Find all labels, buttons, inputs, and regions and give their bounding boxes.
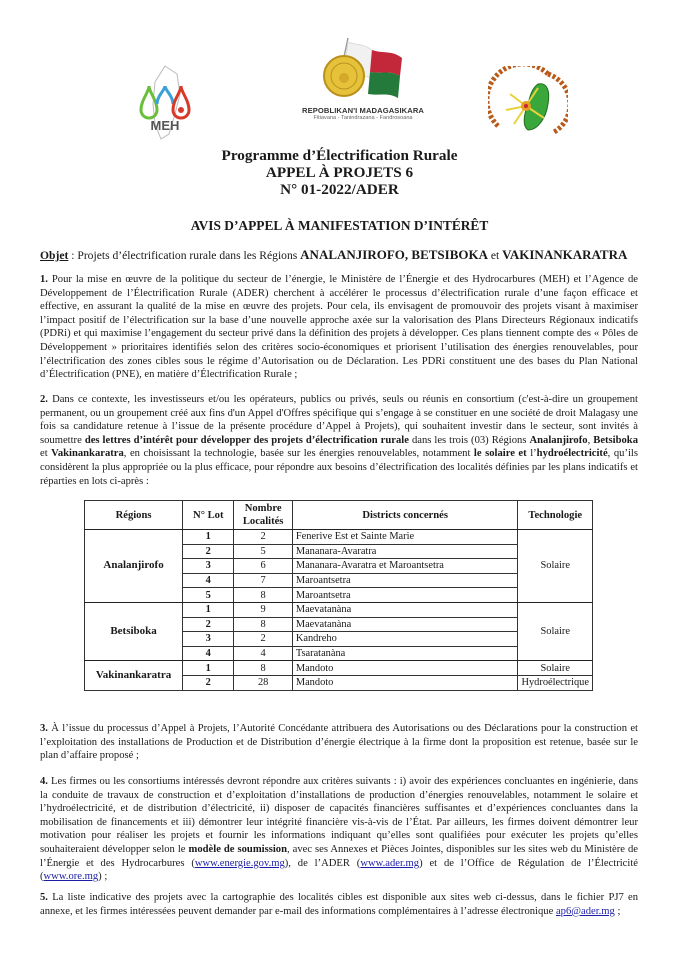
paragraph-text: et: [40, 448, 52, 460]
count-cell: 7: [234, 573, 292, 588]
count-cell: 2: [234, 530, 292, 545]
paragraph-number: 2.: [40, 394, 48, 405]
emphasis-solar: le solaire et: [473, 448, 527, 460]
region-analanjirofo: Analanjirofo: [529, 434, 588, 446]
link-ore[interactable]: www.ore.mg: [43, 871, 99, 883]
technology-cell: Solaire: [518, 661, 593, 676]
district-cell: Maroantsetra: [292, 573, 518, 588]
district-cell: Maroantsetra: [292, 588, 518, 603]
paragraph-number: 1.: [40, 274, 48, 285]
lots-table: [84, 500, 593, 691]
paragraph-3: [40, 722, 638, 763]
region-betsiboka: Betsiboka: [593, 434, 638, 446]
paragraph-text: , en choisissant la technologie, basée sur les énergies renouvelables, notamment: [123, 448, 474, 460]
table-row: [85, 602, 593, 617]
count-cell: 6: [234, 559, 292, 574]
table-header-row: [85, 501, 593, 530]
emphasis-hydro: hydroélectricité: [536, 448, 608, 460]
district-cell: Mandoto: [292, 661, 518, 676]
paragraph-number: 5.: [40, 892, 48, 903]
objet-sep: :: [68, 249, 78, 262]
header-technologie: Technologie: [518, 501, 593, 530]
republic-name: REPOBLIKAN'I MADAGASIKARA: [301, 106, 424, 115]
region-cell: Vakinankaratra: [85, 661, 183, 690]
objet-and: et: [487, 249, 503, 262]
link-ader[interactable]: www.ader.mg: [360, 857, 420, 869]
count-cell: 8: [234, 661, 292, 676]
technology-cell: Hydroélectrique: [518, 675, 593, 690]
paragraph-text: Dans ce contexte, les investisseurs et/ou les opérateurs, publics ou privés, seuls ou réunis en consortium (c'est-à-dire un groupement permanent, ou un groupement créé aux fins d'un Appel d'Offres spécifique qui s’engage à se constituer en une société de droit Malagasy une fois sa candidature retenue à l’issue de la présente procédure d’Appel à Projets), qui souhaitent investir dans le secteur, sont invités à soumettre: [40, 394, 638, 446]
header-regions: Régions: [85, 501, 183, 530]
header-logos: [0, 34, 679, 144]
meh-logo: [125, 64, 205, 144]
count-cell: 5: [234, 544, 292, 559]
objet-regions-b: VAKINANKARATRA: [502, 247, 628, 262]
meh-logo-text: MEH: [150, 118, 180, 133]
table-row: [85, 530, 593, 545]
lot-cell: 2: [183, 544, 234, 559]
objet-label: Objet: [40, 249, 69, 262]
district-cell: Maevatanàna: [292, 602, 518, 617]
republic-emblem: [288, 36, 438, 126]
lot-cell: 5: [183, 588, 234, 603]
lot-cell: 2: [183, 675, 234, 690]
ader-logo: [488, 66, 568, 146]
link-energie-gov[interactable]: www.energie.gov.mg: [194, 857, 285, 869]
paragraph-text: ) ;: [98, 871, 108, 883]
count-cell: 28: [234, 675, 292, 690]
table-row: [85, 661, 593, 676]
title-line-program: Programme d’Électrification Rurale: [221, 147, 458, 164]
document-subtitle: AVIS D’APPEL À MANIFESTATION D’INTÉRÊT: [190, 218, 489, 233]
paragraph-text: dans les trois (03) Régions: [408, 434, 530, 446]
paragraph-number: 3.: [40, 723, 48, 734]
district-cell: Mananara-Avaratra: [292, 544, 518, 559]
document-title: [0, 147, 679, 198]
lot-cell: 2: [183, 617, 234, 632]
paragraph-text: , avec ses Annexes et Pièces Jointes, disponibles sur les sites web du Ministère de l’Énergie et des Hydrocarbures (: [40, 843, 638, 869]
region-cell: Betsiboka: [85, 602, 183, 660]
paragraph-5: [40, 891, 638, 918]
republic-motto: Fitiavana - Tanindrazana - Fandrosoana: [313, 115, 413, 121]
technology-cell: Solaire: [518, 602, 593, 660]
paragraph-2: [40, 393, 638, 488]
paragraph-text: ) et de l’Office de Régulation de l’Électricité (: [40, 857, 638, 883]
lot-cell: 1: [183, 530, 234, 545]
count-cell: 4: [234, 646, 292, 661]
district-cell: Tsaratanàna: [292, 646, 518, 661]
paragraph-text: l’: [526, 448, 537, 460]
lot-cell: 4: [183, 573, 234, 588]
paragraph-text: ;: [614, 905, 621, 917]
objet-text: Projets d’électrification rurale dans les Régions: [77, 249, 301, 262]
header-nombre: Nombre: [244, 503, 282, 514]
paragraph-number: 4.: [40, 776, 48, 787]
header-districts: Districts concernés: [292, 501, 518, 530]
count-cell: 2: [234, 632, 292, 647]
lot-cell: 1: [183, 602, 234, 617]
lot-cell: 1: [183, 661, 234, 676]
district-cell: Mandoto: [292, 675, 518, 690]
district-cell: Maevatanàna: [292, 617, 518, 632]
paragraph-text: , qu’ils considèrent la plus appropriée ou la plus efficace, pour répondre aux besoins d’électrification des localités définies par les plans indicatifs et réparties en lots ci-après :: [40, 448, 638, 487]
lot-cell: 3: [183, 632, 234, 647]
objet-line: [40, 247, 650, 263]
emphasis-text: des lettres d’intérêt pour développer des projets d’électrification rurale: [84, 434, 409, 446]
email-link[interactable]: ap6@ader.mg: [555, 905, 615, 917]
paragraph-text: ,: [587, 434, 594, 446]
ader-logo-icon: [488, 66, 568, 146]
title-line-number: N° 01-2022/ADER: [280, 181, 399, 198]
objet-regions-a: ANALANJIROFO, BETSIBOKA: [300, 247, 488, 262]
paragraph-text: Pour la mise en œuvre de la politique du secteur de l’énergie, le Ministère de l’Énergie et des Hydrocarbures (MEH) et l’Agence de Développement de l’Électrification Rurale (ADER) cherchent à accélérer le processus d’électrification rurale d’une façon efficace et effective, en assurant la qualité de la mise en œuvre des projets. Pour cela, ils envisagent de promouvoir des projets visant à maximiser l’impact positif de l’électrification sur la base d’une nouvelle approche axée sur la valorisation des Plans Directeurs Régionaux indicatifs (PDRi) et qui maximise l’engagement du secteur privé dans la définition des projets à développer. Ces plans tiennent compte des « Pôles de Développement » prioritaires identifiés selon des critères socio-économiques et priorisent l’utilisation des énergies renouvelables, pour l’électrification des zones cibles sous le régime d’Autorisation ou de Déclaration. Les PDRi constituent une des bases du Plan National d’Électrification (PNE), en matière d’Électrification Rurale ;: [40, 274, 638, 381]
district-cell: Mananara-Avaratra et Maroantsetra: [292, 559, 518, 574]
emphasis-submission-model: modèle de soumission: [188, 843, 287, 855]
header-lot: N° Lot: [183, 501, 234, 530]
paragraph-4: [40, 775, 638, 884]
lot-cell: 4: [183, 646, 234, 661]
region-cell: Analanjirofo: [85, 530, 183, 603]
count-cell: 8: [234, 617, 292, 632]
region-vakinankaratra: Vakinankaratra: [51, 448, 124, 460]
paragraph-1: [40, 273, 638, 382]
paragraph-text: La liste indicative des projets avec la cartographie des localités cibles est disponible aux sites web ci-dessus, dans le fichier PJ7 en annexe, et les firmes intéressées peuvent demander par e-mail des informations complémentaires à l’adresse électronique: [40, 892, 638, 917]
paragraph-text: Les firmes ou les consortiums intéressés devront répondre aux critères suivants : i) avoir des expériences concluantes en ingénierie, dans la conduite de travaux de construction et d’exploitation d’installations de production d’énergies renouvelables, notamment le solaire et l’hydroélectricité, et de distribution d’électricité, ii) disposer de capacités financières suffisantes et d’expériences concluantes dans la mobilisation de financements et iii) démontrer leur intégrité financière vis-à-vis de l’État. Par ailleurs, les firmes doivent démontrer leur motivation pour réaliser les projets et fournir les informations indiquant qu’elles sont qualifiées pour exécuter les projets qu’elles souhaiteraient développer selon le: [40, 776, 638, 855]
header-localites: Localités: [242, 516, 284, 527]
paragraph-text: À l’issue du processus d’Appel à Projets, l’Autorité Concédante attribuera des Autorisations ou des Déclarations pour la construction et l’exploitation des installations de Production et de Distribution d’énergie électrique à la firme dont la proposition est retenue, basée sur le plan d’affaire proposé ;: [40, 723, 638, 762]
district-cell: Fenerive Est et Sainte Marie: [292, 530, 518, 545]
district-cell: Kandreho: [292, 632, 518, 647]
madagascar-flag-seal-icon: [288, 36, 438, 106]
header-nombre-localites: [234, 501, 292, 530]
paragraph-text: ), de l’ADER (: [284, 857, 361, 869]
lot-cell: 3: [183, 559, 234, 574]
technology-cell: Solaire: [518, 530, 593, 603]
count-cell: 8: [234, 588, 292, 603]
title-line-call: APPEL À PROJETS 6: [265, 164, 414, 181]
count-cell: 9: [234, 602, 292, 617]
